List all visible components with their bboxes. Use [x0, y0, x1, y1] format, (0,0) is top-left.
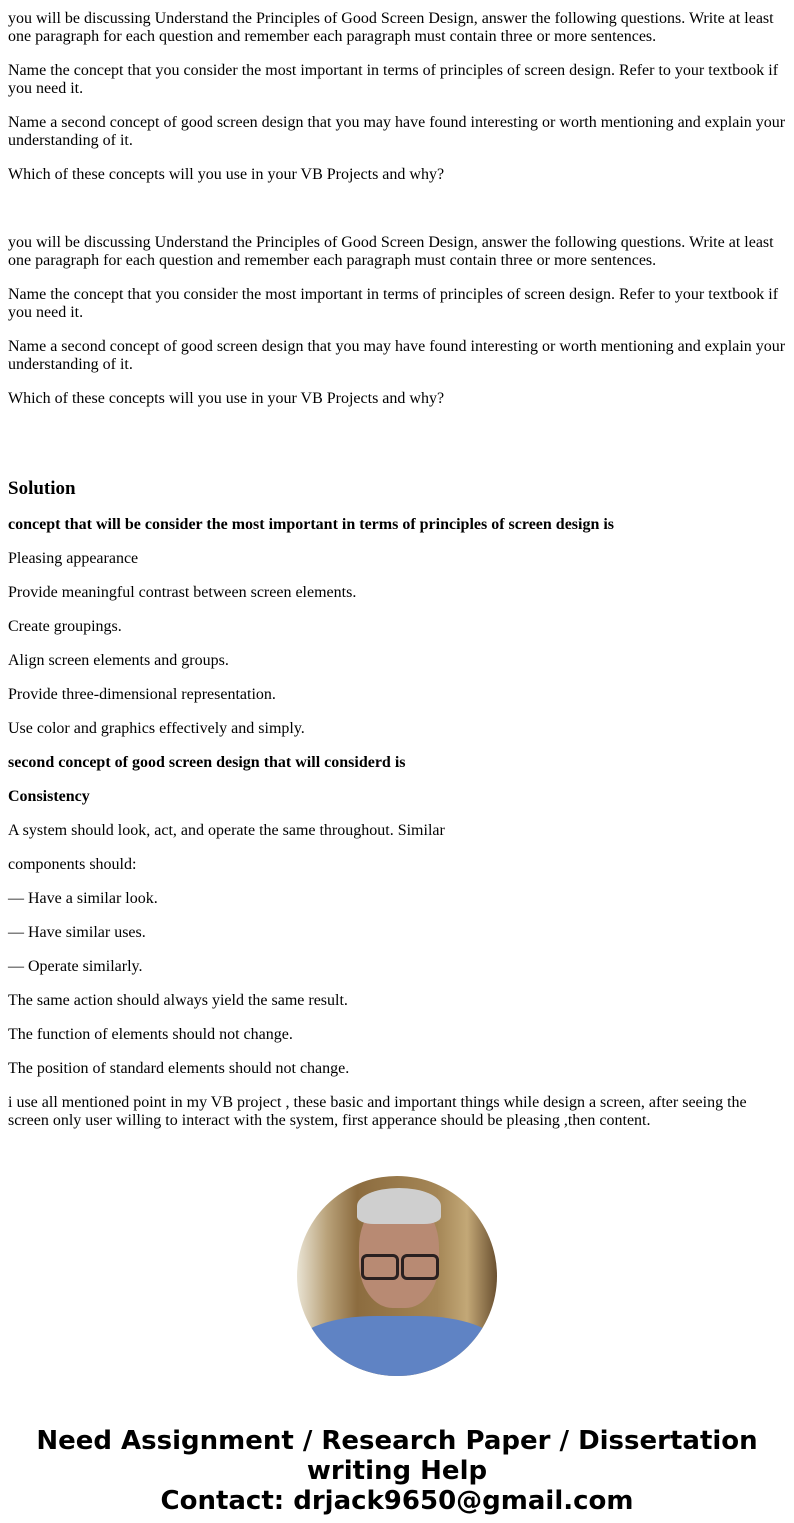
document — [0, 10, 794, 1130]
question-paragraph: Name a second concept of good screen design that you may have found interesting or worth mentioning and explain your understanding of it. — [8, 114, 786, 149]
question-paragraph: Which of these concepts will you use in your VB Projects and why? — [8, 390, 445, 407]
question-paragraph: you will be discussing Understand the Principles of Good Screen Design, answer the following questions. Write at least one paragraph for each question and remember each paragraph must contain three or more sentences. — [8, 234, 774, 269]
footer-contact: Contact: drjack9650@gmail.com — [160, 1486, 634, 1516]
solution-paragraph: — Operate similarly. — [8, 958, 143, 975]
solution-paragraph: Provide three-dimensional representation. — [8, 686, 276, 703]
question-paragraph: you will be discussing Understand the Principles of Good Screen Design, answer the following questions. Write at least one paragraph for each question and remember each paragraph must contain three or more sentences. — [8, 10, 774, 45]
solution-paragraph: The function of elements should not change. — [8, 1026, 293, 1043]
solution-paragraph: Create groupings. — [8, 618, 122, 635]
solution-paragraph: i use all mentioned point in my VB project , these basic and important things while design a screen, after seeing the screen only user willing to interact with the system, first apperance should be pleasing ,then content. — [8, 1094, 747, 1129]
footer-help-text: Need Assignment / Research Paper / Dissertation writing Help — [36, 1426, 758, 1486]
solution-body — [8, 516, 786, 1130]
solution-subheading: Consistency — [8, 788, 90, 805]
question-paragraph: Which of these concepts will you use in your VB Projects and why? — [8, 166, 445, 183]
solution-paragraph: Use color and graphics effectively and simply. — [8, 720, 305, 737]
solution-paragraph: components should: — [8, 856, 137, 873]
question-paragraph: Name a second concept of good screen design that you may have found interesting or worth mentioning and explain your understanding of it. — [8, 338, 786, 373]
solution-subheading: concept that will be consider the most important in terms of principles of screen design is — [8, 516, 615, 533]
author-photo-container — [0, 1176, 794, 1376]
solution-paragraph: Pleasing appearance — [8, 550, 139, 567]
solution-paragraph: Provide meaningful contrast between screen elements. — [8, 584, 357, 601]
footer-banner — [0, 1426, 794, 1516]
solution-paragraph: — Have similar uses. — [8, 924, 146, 941]
author-photo — [297, 1176, 497, 1376]
solution-heading: Solution — [8, 478, 76, 499]
question-block-2 — [8, 234, 786, 408]
question-paragraph: Name the concept that you consider the most important in terms of principles of screen design. Refer to your textbook if you need it. — [8, 286, 779, 321]
solution-paragraph: Align screen elements and groups. — [8, 652, 229, 669]
solution-paragraph: — Have a similar look. — [8, 890, 158, 907]
solution-paragraph: A system should look, act, and operate the same throughout. Similar — [8, 822, 445, 839]
solution-paragraph: The position of standard elements should not change. — [8, 1060, 350, 1077]
question-paragraph: Name the concept that you consider the most important in terms of principles of screen design. Refer to your textbook if you need it. — [8, 62, 779, 97]
solution-paragraph: The same action should always yield the same result. — [8, 992, 348, 1009]
question-block-1 — [8, 10, 786, 184]
solution-subheading: second concept of good screen design that will considerd is — [8, 754, 406, 771]
